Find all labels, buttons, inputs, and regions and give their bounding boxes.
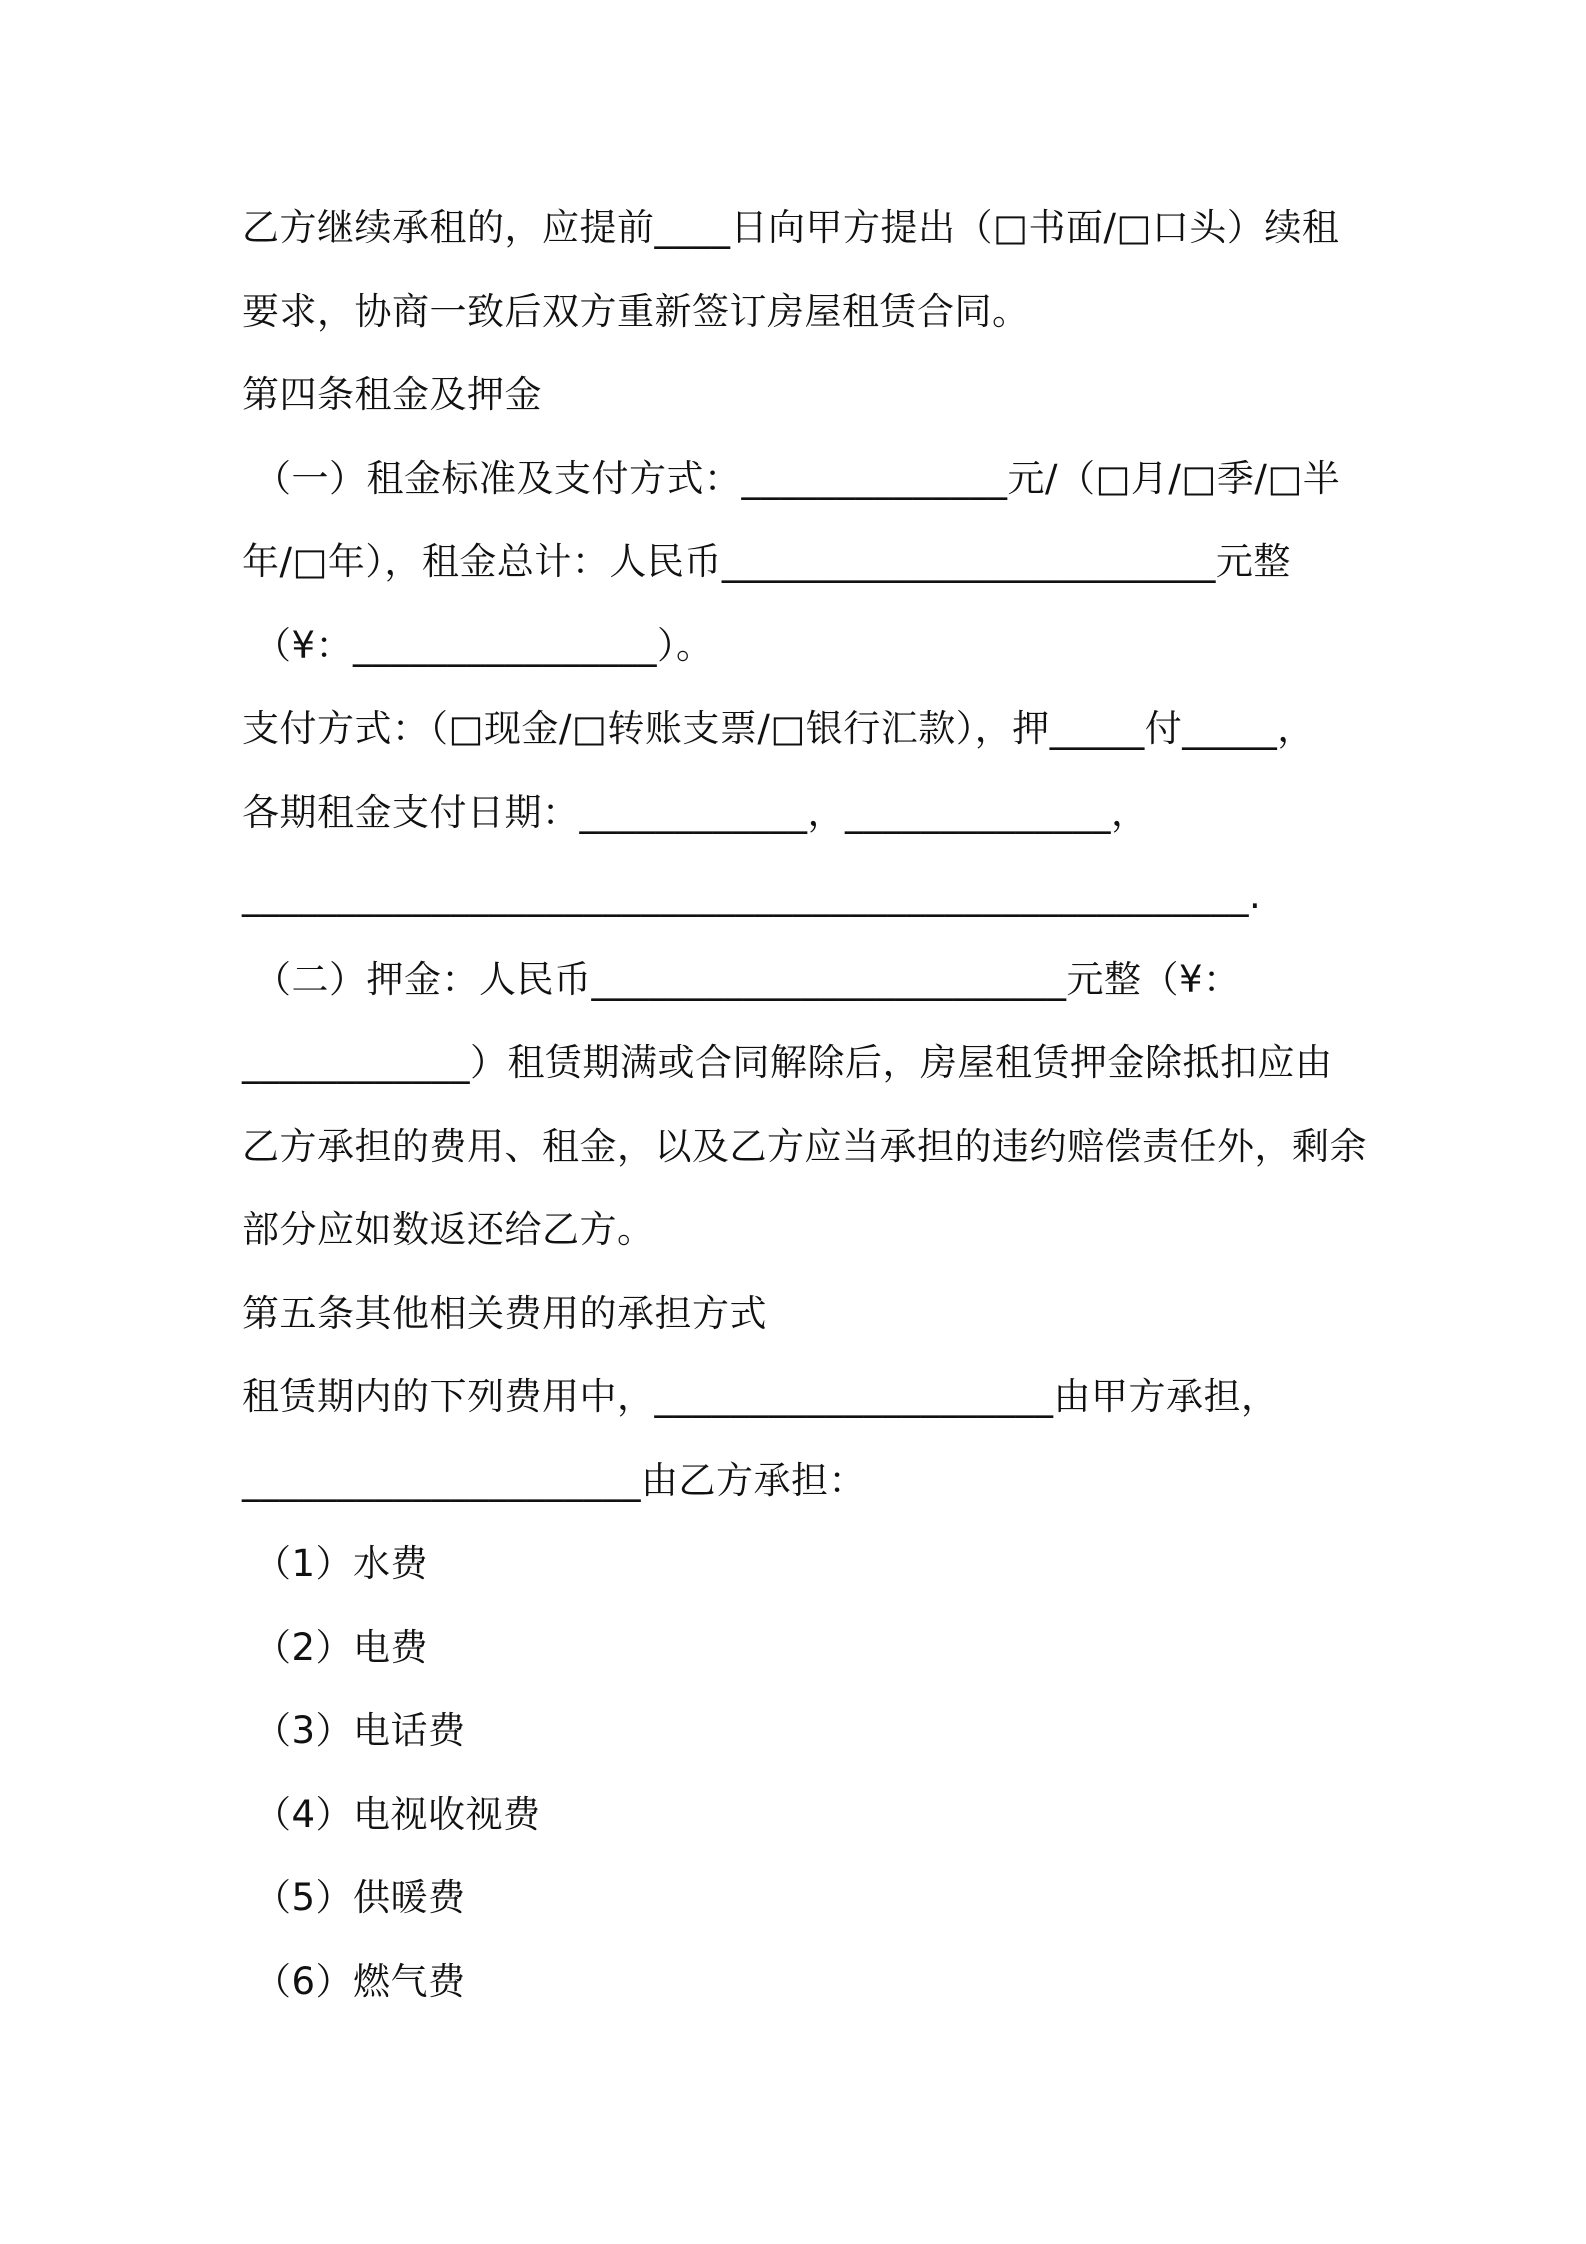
fees-cont-line: _____________________由乙方承担： [242, 1459, 866, 1502]
payment-date-blank-line: _____________________________________________________. [242, 874, 1262, 917]
fee-item-water: （1）水费 [254, 1542, 429, 1585]
payment-method-line: 支付方式：（□现金/□转账支票/□银行汇款），押_____付_____， [242, 707, 1315, 750]
fee-item-heating: （5）供暖费 [254, 1876, 466, 1919]
rent-standard-line: （一）租金标准及支付方式：______________元/（□月/□季/□半 [254, 457, 1341, 500]
deposit-return-cont-line: 乙方承担的费用、租金，以及乙方应当承担的违约赔偿责任外，剩余 [242, 1125, 1367, 1168]
fees-line: 租赁期内的下列费用中，_____________________由甲方承担， [242, 1375, 1279, 1418]
fee-item-electricity: （2）电费 [254, 1626, 429, 1669]
fee-item-telephone: （3）电话费 [254, 1709, 466, 1752]
fee-item-tv: （4）电视收视费 [254, 1793, 541, 1836]
rent-total-yuan-line: （¥：________________）。 [254, 624, 714, 667]
paragraph-line-renewal: 乙方继续承租的，应提前____日向甲方提出（□书面/□口头）续租 [242, 206, 1340, 249]
paragraph-line-renewal-cont: 要求，协商一致后双方重新签订房屋租赁合同。 [242, 290, 1030, 333]
payment-date-line: 各期租金支付日期：____________，______________， [242, 791, 1149, 834]
article-4-heading: 第四条租金及押金 [242, 373, 542, 416]
deposit-line: （二）押金：人民币_________________________元整（¥： [254, 958, 1241, 1001]
deposit-return-end-line: 部分应如数返还给乙方。 [242, 1208, 655, 1251]
deposit-return-line: ____________）租赁期满或合同解除后，房屋租赁押金除抵扣应由 [242, 1041, 1333, 1084]
fee-item-gas: （6）燃气费 [254, 1960, 466, 2003]
article-5-heading: 第五条其他相关费用的承担方式 [242, 1292, 767, 1335]
rent-total-line: 年/□年），租金总计：人民币__________________________元整 [242, 540, 1291, 583]
